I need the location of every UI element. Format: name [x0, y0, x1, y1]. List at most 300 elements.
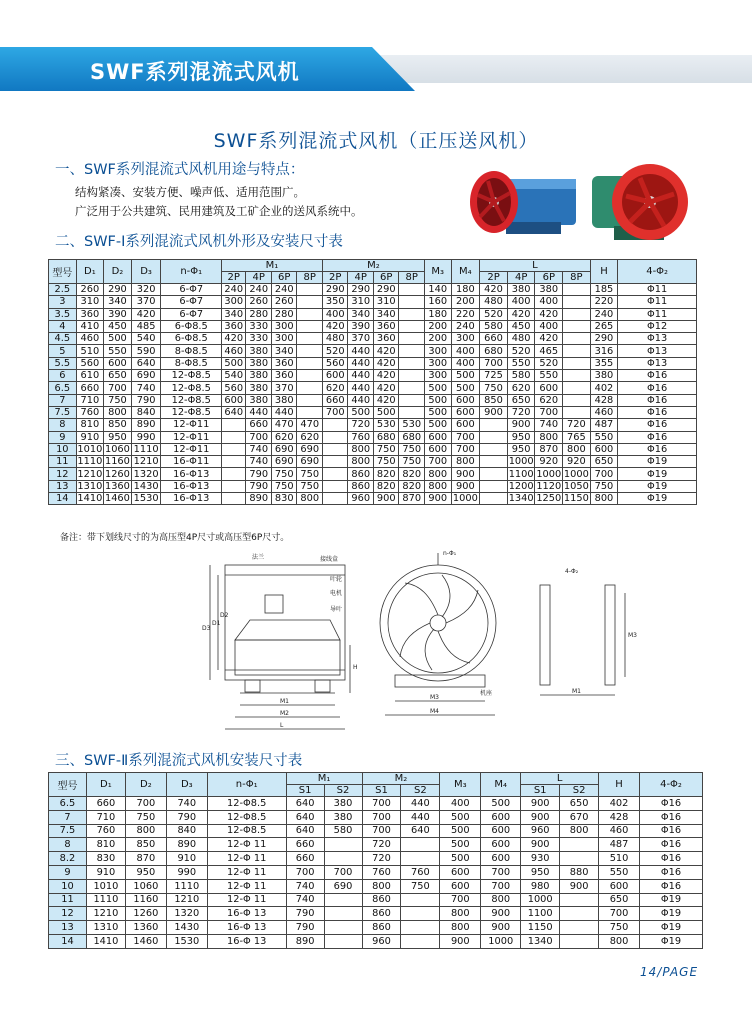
- table-cell: 980: [521, 879, 560, 893]
- table-cell: 700: [424, 456, 451, 468]
- table-cell: 1120: [536, 480, 562, 492]
- label-m1: M1: [280, 698, 289, 705]
- table-cell: 400: [535, 296, 563, 308]
- table-cell: 300: [222, 296, 246, 308]
- table-cell: 750: [297, 480, 323, 492]
- table-cell: [399, 357, 425, 369]
- table-cell: 600: [481, 852, 521, 866]
- table-cell: 460: [590, 406, 618, 418]
- table-cell: Φ19: [640, 893, 703, 907]
- table-cell: 1250: [536, 493, 562, 505]
- model-cell: 13: [49, 480, 77, 492]
- table-cell: 1310: [77, 480, 103, 492]
- table-cell: [222, 456, 246, 468]
- table-cell: 402: [590, 382, 618, 394]
- table-cell: 810: [76, 419, 104, 431]
- label-junction-box: 接线盒: [320, 556, 339, 563]
- table-cell: 1410: [86, 934, 125, 948]
- table-cell: Φ19: [640, 921, 703, 935]
- feature-line-2: 广泛用于公共建筑、民用建筑及工矿企业的送风系统中。: [75, 204, 363, 218]
- table-cell: 600: [322, 370, 348, 382]
- table-cell: 420: [131, 308, 161, 320]
- table-cell: 240: [451, 320, 480, 332]
- table-cell: [324, 852, 362, 866]
- table-cell: 550: [535, 370, 563, 382]
- table-cell: 890: [246, 493, 272, 505]
- table-cell: 410: [76, 320, 104, 332]
- table-cell: 300: [271, 333, 297, 345]
- table-cell: 1320: [166, 907, 207, 921]
- table-cell: 890: [131, 419, 161, 431]
- table-cell: 920: [535, 456, 563, 468]
- table-cell: 500: [424, 382, 451, 394]
- table-row: [49, 284, 697, 296]
- table-cell: 710: [76, 394, 104, 406]
- table-cell: 700: [246, 431, 272, 443]
- table-cell: 290: [590, 333, 618, 345]
- label-impeller: 叶轮: [330, 576, 343, 583]
- table-cell: 900: [521, 810, 560, 824]
- col-header-m2: M₂: [322, 260, 424, 272]
- table-cell: 640: [286, 797, 324, 811]
- col-header-model: 型号: [49, 773, 87, 797]
- table-cell: Φ19: [618, 480, 697, 492]
- table-cell: 740: [131, 382, 161, 394]
- model-cell: 9: [49, 431, 77, 443]
- table-cell: 650: [507, 394, 535, 406]
- table-cell: 380: [271, 394, 297, 406]
- sub-header: 2P: [322, 272, 348, 284]
- table-cell: 700: [125, 797, 166, 811]
- table-row: [49, 493, 697, 505]
- table-cell: 400: [451, 357, 480, 369]
- sub-header: 6P: [535, 272, 563, 284]
- table-cell: 660: [480, 333, 508, 345]
- sub-header: 4P: [348, 272, 374, 284]
- spec-table-1-body: [49, 284, 697, 505]
- sub-header: 4P: [507, 272, 535, 284]
- table-cell: 1110: [77, 456, 103, 468]
- model-cell: 12: [49, 907, 87, 921]
- table-cell: [399, 406, 425, 418]
- table-row: [49, 810, 703, 824]
- table-cell: 487: [599, 838, 640, 852]
- table-cell: 340: [104, 296, 132, 308]
- table-cell: 12-Φ 11: [207, 852, 286, 866]
- col-header-h: H: [590, 260, 618, 284]
- table-cell: 750: [590, 480, 618, 492]
- model-cell: 7.5: [49, 406, 77, 418]
- table-cell: 600: [535, 382, 563, 394]
- table-cell: 316: [590, 345, 618, 357]
- table-cell: 660: [246, 419, 272, 431]
- table-row: [49, 296, 697, 308]
- sub-header: S2: [560, 785, 599, 797]
- banner-title: SWF系列混流式风机: [90, 60, 300, 84]
- table-cell: 765: [563, 431, 591, 443]
- table-cell: 860: [362, 921, 401, 935]
- table-cell: 800: [535, 431, 563, 443]
- table-cell: 860: [348, 480, 374, 492]
- table-row: [49, 824, 703, 838]
- table-cell: 360: [271, 370, 297, 382]
- table-cell: 650: [104, 370, 132, 382]
- table-cell: 760: [348, 431, 374, 443]
- table-cell: 900: [451, 480, 480, 492]
- table-cell: 280: [246, 308, 272, 320]
- table-cell: 140: [424, 284, 451, 296]
- table-cell: 760: [401, 865, 440, 879]
- table-cell: 600: [451, 419, 480, 431]
- table-cell: 750: [271, 468, 297, 480]
- table-cell: 180: [424, 308, 451, 320]
- col-header-m4: M₄: [481, 773, 521, 797]
- table-cell: 380: [535, 284, 563, 296]
- table-cell: 600: [599, 879, 640, 893]
- table-cell: 1460: [104, 493, 130, 505]
- table-cell: 870: [399, 493, 425, 505]
- table-cell: 390: [348, 320, 374, 332]
- table-cell: 900: [481, 921, 521, 935]
- table-row: [49, 480, 697, 492]
- table-cell: 480: [480, 296, 508, 308]
- table-cell: 310: [348, 296, 374, 308]
- table-cell: 830: [271, 493, 297, 505]
- table-cell: 530: [373, 419, 399, 431]
- table-cell: 400: [451, 345, 480, 357]
- table-cell: 820: [373, 480, 399, 492]
- table-cell: 800: [563, 443, 591, 455]
- col-header-d3: D₃: [131, 260, 161, 284]
- section2-title: 二、SWF-Ⅰ系列混流式风机外形及安装尺寸表: [55, 234, 343, 250]
- col-header-m3: M₃: [440, 773, 481, 797]
- table-cell: 6-Φ7: [161, 284, 222, 296]
- model-cell: 5: [49, 345, 77, 357]
- table-cell: 700: [590, 468, 618, 480]
- table-cell: 380: [324, 810, 362, 824]
- table-cell: 200: [424, 333, 451, 345]
- table-cell: 700: [324, 865, 362, 879]
- table-cell: [297, 370, 323, 382]
- table-cell: 990: [166, 865, 207, 879]
- table-cell: 480: [322, 333, 348, 345]
- table-cell: 790: [286, 907, 324, 921]
- table-cell: 850: [125, 838, 166, 852]
- col-header-phi2: 4-Φ₂: [640, 773, 703, 797]
- table-cell: 300: [424, 345, 451, 357]
- table-cell: Φ16: [618, 406, 697, 418]
- table-cell: [563, 284, 591, 296]
- table-cell: [222, 468, 246, 480]
- table-cell: [322, 468, 348, 480]
- table-cell: 740: [246, 443, 272, 455]
- table-cell: 800: [451, 456, 480, 468]
- table-cell: Φ16: [640, 879, 703, 893]
- table-cell: 530: [399, 419, 425, 431]
- table-cell: 900: [507, 419, 535, 431]
- table-cell: 660: [322, 394, 348, 406]
- table-cell: 800: [440, 907, 481, 921]
- col-header-d2: D₂: [104, 260, 132, 284]
- table-cell: 390: [104, 308, 132, 320]
- col-header-d2: D₂: [125, 773, 166, 797]
- table-cell: [560, 921, 599, 935]
- table-cell: 860: [362, 907, 401, 921]
- table-cell: 760: [86, 824, 125, 838]
- table-cell: [222, 493, 246, 505]
- table-cell: 550: [590, 431, 618, 443]
- table-cell: 750: [401, 879, 440, 893]
- fan-dimension-drawing: [180, 545, 670, 735]
- table-cell: 1340: [521, 934, 560, 948]
- table-cell: [297, 333, 323, 345]
- col-header-phi2: 4-Φ₂: [618, 260, 697, 284]
- page-title: SWF系列混流式风机（正压送风机）: [213, 130, 539, 152]
- model-cell: 10: [49, 443, 77, 455]
- table-row: [49, 468, 697, 480]
- table-cell: [401, 852, 440, 866]
- table-cell: 260: [76, 284, 104, 296]
- table-cell: 1100: [508, 468, 534, 480]
- table-cell: 1310: [86, 921, 125, 935]
- table-cell: 420: [373, 357, 399, 369]
- table-cell: Φ16: [640, 838, 703, 852]
- sub-header: S1: [362, 785, 401, 797]
- table-cell: 860: [348, 468, 374, 480]
- table-cell: 1210: [77, 468, 103, 480]
- table-cell: 1260: [125, 907, 166, 921]
- table-cell: 700: [362, 824, 401, 838]
- table-cell: 600: [481, 838, 521, 852]
- table-cell: 1340: [508, 493, 534, 505]
- table-cell: [480, 431, 508, 443]
- model-cell: 13: [49, 921, 87, 935]
- table-cell: 850: [104, 419, 132, 431]
- table-cell: 830: [86, 852, 125, 866]
- table-cell: 1160: [125, 893, 166, 907]
- table-cell: 640: [131, 357, 161, 369]
- label-n-phi1: n-Φ₁: [443, 550, 457, 557]
- label-base: 机座: [480, 690, 493, 697]
- table-cell: 510: [76, 345, 104, 357]
- table-cell: 900: [480, 406, 508, 418]
- table-cell: 1260: [104, 468, 130, 480]
- table-cell: 16-Φ13: [161, 480, 222, 492]
- table-cell: 460: [76, 333, 104, 345]
- table-cell: 690: [131, 370, 161, 382]
- table-cell: 220: [451, 308, 480, 320]
- table-cell: 920: [563, 456, 591, 468]
- table-row: [49, 456, 697, 468]
- model-cell: 4: [49, 320, 77, 332]
- model-cell: 12: [49, 468, 77, 480]
- table-cell: 710: [86, 810, 125, 824]
- table-row: [49, 394, 697, 406]
- label-m3: M3: [430, 694, 439, 701]
- table-cell: 500: [440, 810, 481, 824]
- table-cell: 420: [535, 308, 563, 320]
- col-header-h: H: [599, 773, 640, 797]
- table-cell: 700: [322, 406, 348, 418]
- label-m2: M2: [280, 710, 289, 717]
- table-cell: 650: [590, 456, 618, 468]
- table-cell: 880: [560, 865, 599, 879]
- table-cell: 800: [590, 493, 618, 505]
- table-cell: [399, 284, 425, 296]
- table-row: [49, 419, 697, 431]
- table-cell: 420: [322, 320, 348, 332]
- table-cell: 690: [297, 456, 323, 468]
- table-cell: 12-Φ8.5: [161, 394, 222, 406]
- table-cell: 860: [362, 893, 401, 907]
- spec-table-1: [48, 259, 697, 505]
- table-cell: 16-Φ11: [161, 456, 222, 468]
- table-cell: 12-Φ 11: [207, 893, 286, 907]
- table-cell: 380: [246, 345, 272, 357]
- table-cell: Φ16: [618, 419, 697, 431]
- table-cell: 600: [440, 865, 481, 879]
- table-cell: 1000: [521, 893, 560, 907]
- table-cell: 340: [222, 308, 246, 320]
- table-cell: 440: [401, 797, 440, 811]
- table-cell: 600: [451, 394, 480, 406]
- table-cell: 900: [481, 907, 521, 921]
- label-d1: D1: [212, 620, 221, 627]
- table-cell: Φ16: [640, 865, 703, 879]
- table-cell: 900: [373, 493, 399, 505]
- table-cell: [563, 320, 591, 332]
- table-cell: [322, 493, 348, 505]
- table-cell: [399, 394, 425, 406]
- table-cell: 440: [246, 406, 272, 418]
- table-cell: 380: [590, 370, 618, 382]
- table-cell: 550: [599, 865, 640, 879]
- table-cell: 700: [481, 865, 521, 879]
- table-cell: 520: [507, 345, 535, 357]
- table-cell: 800: [481, 893, 521, 907]
- table-cell: Φ19: [640, 907, 703, 921]
- table-cell: 12-Φ 11: [207, 879, 286, 893]
- table-cell: 16-Φ 13: [207, 921, 286, 935]
- sub-header: 2P: [480, 272, 508, 284]
- table-cell: 990: [131, 431, 161, 443]
- table-cell: 360: [222, 320, 246, 332]
- table-cell: 620: [322, 382, 348, 394]
- table-cell: 16-Φ13: [161, 468, 222, 480]
- table-cell: 440: [348, 357, 374, 369]
- table-cell: 485: [131, 320, 161, 332]
- table-cell: 750: [599, 921, 640, 935]
- table-cell: 750: [399, 456, 425, 468]
- table-cell: 520: [322, 345, 348, 357]
- table-cell: Φ16: [640, 810, 703, 824]
- col-header-model: 型号: [49, 260, 77, 284]
- table-cell: 440: [348, 345, 374, 357]
- table-cell: 12-Φ11: [161, 419, 222, 431]
- table-cell: 790: [246, 480, 272, 492]
- table-cell: 440: [348, 394, 374, 406]
- table-cell: 440: [348, 382, 374, 394]
- table-cell: 12-Φ11: [161, 443, 222, 455]
- table-cell: [480, 443, 508, 455]
- table-row: [49, 431, 697, 443]
- table-cell: [324, 921, 362, 935]
- table-cell: [401, 934, 440, 948]
- table-cell: 540: [131, 333, 161, 345]
- table-cell: 910: [76, 431, 104, 443]
- model-cell: 9: [49, 865, 87, 879]
- table-cell: 1100: [521, 907, 560, 921]
- table-cell: 370: [131, 296, 161, 308]
- table-cell: 750: [399, 443, 425, 455]
- table-cell: 450: [104, 320, 132, 332]
- label-guide-vane: 导叶: [330, 606, 343, 613]
- table-cell: [560, 934, 599, 948]
- table-cell: 610: [76, 370, 104, 382]
- page-number: 14/PAGE: [640, 965, 699, 979]
- fan-photo-green: [584, 158, 694, 246]
- table-cell: Φ16: [640, 797, 703, 811]
- table-cell: Φ19: [618, 493, 697, 505]
- table-cell: 185: [590, 284, 618, 296]
- table-cell: 500: [440, 838, 481, 852]
- table-cell: [399, 345, 425, 357]
- col-header-l: L: [480, 260, 590, 272]
- table-cell: 800: [348, 443, 374, 455]
- table-cell: 240: [590, 308, 618, 320]
- table-cell: 12-Φ8.5: [161, 406, 222, 418]
- table-cell: 440: [271, 406, 297, 418]
- table-cell: 680: [399, 431, 425, 443]
- table-cell: [399, 296, 425, 308]
- table-cell: 620: [271, 431, 297, 443]
- label-4-phi2: 4-Φ₂: [565, 568, 579, 575]
- table-cell: 1210: [166, 893, 207, 907]
- table-cell: 960: [362, 934, 401, 948]
- table-row: [49, 852, 703, 866]
- table-cell: 500: [222, 357, 246, 369]
- table-cell: 750: [480, 382, 508, 394]
- table-cell: 1110: [166, 879, 207, 893]
- table-cell: Φ16: [640, 852, 703, 866]
- table-cell: [322, 419, 348, 431]
- table-cell: 310: [76, 296, 104, 308]
- table-cell: 820: [399, 468, 425, 480]
- table-cell: 6-Φ7: [161, 308, 222, 320]
- table-cell: 930: [521, 852, 560, 866]
- section3-title: 三、SWF-Ⅱ系列混流式风机安装尺寸表: [55, 753, 303, 769]
- table-cell: 500: [424, 419, 451, 431]
- model-cell: 6.5: [49, 382, 77, 394]
- table-cell: 740: [286, 879, 324, 893]
- table-cell: 380: [507, 284, 535, 296]
- model-cell: 11: [49, 893, 87, 907]
- table-cell: 800: [440, 921, 481, 935]
- table-cell: 790: [246, 468, 272, 480]
- table-cell: 240: [222, 284, 246, 296]
- table-cell: [560, 893, 599, 907]
- table-cell: 420: [373, 370, 399, 382]
- table-cell: 12-Φ8.5: [207, 824, 286, 838]
- table-row: [49, 308, 697, 320]
- table-cell: Φ11: [618, 284, 697, 296]
- model-cell: 6: [49, 370, 77, 382]
- model-cell: 14: [49, 934, 87, 948]
- table-cell: [399, 382, 425, 394]
- table-cell: 360: [271, 357, 297, 369]
- model-cell: 8.2: [49, 852, 87, 866]
- table-cell: 840: [131, 406, 161, 418]
